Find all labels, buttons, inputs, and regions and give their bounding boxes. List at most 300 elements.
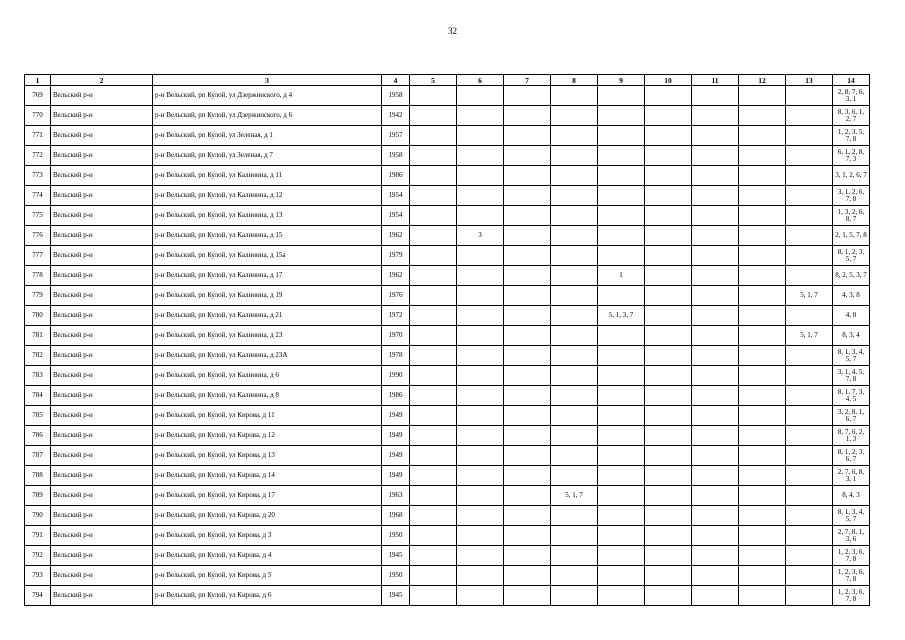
col-12-cell — [739, 466, 786, 486]
address-cell: р-н Вельский, рп Кулой, ул Калинина, д 23А — [153, 346, 382, 366]
col-14-cell: 8, 1, 7, 3, 4, 5 — [833, 386, 870, 406]
district-cell: Вельский р-н — [51, 466, 153, 486]
col-6-cell — [457, 506, 504, 526]
col-5-cell — [410, 206, 457, 226]
district-cell: Вельский р-н — [51, 206, 153, 226]
col-13-cell — [786, 306, 833, 326]
col-7-cell — [504, 246, 551, 266]
col-13-cell — [786, 546, 833, 566]
row-number-cell: 770 — [25, 106, 51, 126]
col-7-cell — [504, 366, 551, 386]
row-number-cell: 790 — [25, 506, 51, 526]
col-8-cell — [551, 226, 598, 246]
col-10-cell — [645, 386, 692, 406]
col-11-cell — [692, 506, 739, 526]
district-cell: Вельский р-н — [51, 426, 153, 446]
col-13-cell — [786, 466, 833, 486]
district-cell: Вельский р-н — [51, 246, 153, 266]
col-9-cell — [598, 466, 645, 486]
table-row — [25, 526, 870, 546]
address-cell: р-н Вельский, рп Кулой, ул Кирова, д 3 — [153, 526, 382, 546]
address-cell: р-н Вельский, рп Кулой, ул Дзержинского, д 6 — [153, 106, 382, 126]
col-8-cell — [551, 206, 598, 226]
col-7-cell — [504, 206, 551, 226]
col-7-cell — [504, 186, 551, 206]
col-10-cell — [645, 406, 692, 426]
col-14-cell: 8, 3, 6, 1, 2, 7 — [833, 106, 870, 126]
col-14-cell: 8, 1, 2, 3, 5, 7 — [833, 246, 870, 266]
col-8-cell — [551, 426, 598, 446]
col-6-cell — [457, 166, 504, 186]
district-cell: Вельский р-н — [51, 386, 153, 406]
col-8-cell — [551, 366, 598, 386]
col-11-cell — [692, 346, 739, 366]
year-cell: 1979 — [382, 246, 410, 266]
col-8-cell — [551, 146, 598, 166]
address-cell: р-н Вельский, рп Кулой, ул Кирова, д 17 — [153, 486, 382, 506]
col-9-cell — [598, 226, 645, 246]
row-number-cell: 788 — [25, 466, 51, 486]
col-11-cell — [692, 166, 739, 186]
col-10-cell — [645, 206, 692, 226]
col-13-cell — [786, 246, 833, 266]
col-5-cell — [410, 326, 457, 346]
col-12-cell — [739, 366, 786, 386]
col-8-cell — [551, 566, 598, 586]
col-10-cell — [645, 186, 692, 206]
col-9-cell — [598, 446, 645, 466]
year-cell: 1945 — [382, 586, 410, 606]
column-header-4: 4 — [382, 75, 410, 86]
col-12-cell — [739, 486, 786, 506]
col-7-cell — [504, 426, 551, 446]
district-cell: Вельский р-н — [51, 286, 153, 306]
col-6-cell — [457, 306, 504, 326]
col-13-cell — [786, 126, 833, 146]
col-10-cell — [645, 146, 692, 166]
col-10-cell — [645, 486, 692, 506]
col-7-cell — [504, 546, 551, 566]
col-11-cell — [692, 386, 739, 406]
address-cell: р-н Вельский, рп Кулой, ул Калинина, д 12 — [153, 186, 382, 206]
table-row — [25, 346, 870, 366]
col-10-cell — [645, 526, 692, 546]
col-12-cell — [739, 346, 786, 366]
table-row — [25, 106, 870, 126]
col-5-cell — [410, 106, 457, 126]
year-cell: 1958 — [382, 146, 410, 166]
row-number-cell: 784 — [25, 386, 51, 406]
col-12-cell — [739, 386, 786, 406]
row-number-cell: 792 — [25, 546, 51, 566]
year-cell: 1949 — [382, 466, 410, 486]
year-cell: 1972 — [382, 306, 410, 326]
col-14-cell: 1, 3, 2, 6, 8, 7 — [833, 206, 870, 226]
address-cell: р-н Вельский, рп Кулой, ул Калинина, д 19 — [153, 286, 382, 306]
table-row — [25, 426, 870, 446]
col-7-cell — [504, 346, 551, 366]
col-13-cell — [786, 586, 833, 606]
col-7-cell — [504, 286, 551, 306]
col-14-cell: 8, 1, 3, 4, 5, 7 — [833, 346, 870, 366]
table-header — [25, 75, 870, 86]
col-6-cell — [457, 446, 504, 466]
district-cell: Вельский р-н — [51, 186, 153, 206]
col-7-cell — [504, 586, 551, 606]
row-number-cell: 791 — [25, 526, 51, 546]
col-14-cell: 2, 8, 7, 6, 3, 1 — [833, 86, 870, 106]
address-cell: р-н Вельский, рп Кулой, ул Кирова, д 4 — [153, 546, 382, 566]
address-cell: р-н Вельский, рп Кулой, ул Зеленая, д 7 — [153, 146, 382, 166]
col-9-cell — [598, 506, 645, 526]
col-5-cell — [410, 226, 457, 246]
col-5-cell — [410, 266, 457, 286]
col-13-cell — [786, 226, 833, 246]
col-8-cell — [551, 326, 598, 346]
col-9-cell — [598, 406, 645, 426]
col-7-cell — [504, 226, 551, 246]
col-7-cell — [504, 446, 551, 466]
district-cell: Вельский р-н — [51, 226, 153, 246]
column-header-12: 12 — [739, 75, 786, 86]
col-5-cell — [410, 506, 457, 526]
address-cell: р-н Вельский, рп Кулой, ул Кирова, д 14 — [153, 466, 382, 486]
year-cell: 1949 — [382, 426, 410, 446]
district-cell: Вельский р-н — [51, 326, 153, 346]
col-6-cell — [457, 526, 504, 546]
col-8-cell — [551, 306, 598, 326]
col-11-cell — [692, 106, 739, 126]
page-number: 32 — [448, 26, 457, 36]
district-cell: Вельский р-н — [51, 586, 153, 606]
row-number-cell: 769 — [25, 86, 51, 106]
col-14-cell: 1, 2, 3, 6, 7, 8 — [833, 546, 870, 566]
col-13-cell — [786, 486, 833, 506]
col-6-cell — [457, 346, 504, 366]
column-header-7: 7 — [504, 75, 551, 86]
col-5-cell — [410, 286, 457, 306]
year-cell: 1945 — [382, 546, 410, 566]
table-row — [25, 326, 870, 346]
col-11-cell — [692, 426, 739, 446]
col-7-cell — [504, 106, 551, 126]
col-5-cell — [410, 406, 457, 426]
col-8-cell: 5, 1, 7 — [551, 486, 598, 506]
col-5-cell — [410, 586, 457, 606]
col-6-cell — [457, 286, 504, 306]
col-13-cell — [786, 86, 833, 106]
col-11-cell — [692, 246, 739, 266]
table-row — [25, 386, 870, 406]
col-8-cell — [551, 506, 598, 526]
row-number-cell: 775 — [25, 206, 51, 226]
year-cell: 1962 — [382, 266, 410, 286]
table-row — [25, 546, 870, 566]
table-row — [25, 286, 870, 306]
row-number-cell: 774 — [25, 186, 51, 206]
col-10-cell — [645, 586, 692, 606]
col-12-cell — [739, 426, 786, 446]
year-cell: 1963 — [382, 486, 410, 506]
table-row — [25, 126, 870, 146]
col-6-cell — [457, 106, 504, 126]
col-12-cell — [739, 226, 786, 246]
col-14-cell: 6, 1, 2, 8, 7, 3 — [833, 146, 870, 166]
col-12-cell — [739, 106, 786, 126]
col-14-cell: 3, 1, 2, 6, 7 — [833, 166, 870, 186]
col-6-cell — [457, 246, 504, 266]
table-row — [25, 566, 870, 586]
col-5-cell — [410, 166, 457, 186]
col-12-cell — [739, 406, 786, 426]
col-13-cell — [786, 346, 833, 366]
year-cell: 1949 — [382, 406, 410, 426]
address-cell: р-н Вельский, рп Кулой, ул Дзержинского, д 4 — [153, 86, 382, 106]
address-cell: р-н Вельский, рп Кулой, ул Калинина, д 6 — [153, 366, 382, 386]
year-cell: 1950 — [382, 566, 410, 586]
col-5-cell — [410, 346, 457, 366]
table-row — [25, 506, 870, 526]
col-7-cell — [504, 526, 551, 546]
col-6-cell — [457, 586, 504, 606]
row-number-cell: 779 — [25, 286, 51, 306]
year-cell: 1958 — [382, 86, 410, 106]
col-10-cell — [645, 506, 692, 526]
col-14-cell: 8, 7, 6, 2, 1, 3 — [833, 426, 870, 446]
col-10-cell — [645, 346, 692, 366]
col-11-cell — [692, 186, 739, 206]
row-number-cell: 773 — [25, 166, 51, 186]
address-cell: р-н Вельский, рп Кулой, ул Зеленая, д 1 — [153, 126, 382, 146]
column-header-3: 3 — [153, 75, 382, 86]
col-6-cell — [457, 266, 504, 286]
col-11-cell — [692, 206, 739, 226]
col-13-cell — [786, 166, 833, 186]
col-10-cell — [645, 546, 692, 566]
col-9-cell — [598, 126, 645, 146]
row-number-cell: 785 — [25, 406, 51, 426]
col-13-cell — [786, 106, 833, 126]
column-header-10: 10 — [645, 75, 692, 86]
col-9-cell — [598, 106, 645, 126]
col-6-cell: 3 — [457, 226, 504, 246]
col-6-cell — [457, 386, 504, 406]
col-12-cell — [739, 326, 786, 346]
col-9-cell — [598, 386, 645, 406]
col-5-cell — [410, 306, 457, 326]
address-cell: р-н Вельский, рп Кулой, ул Калинина, д 11 — [153, 166, 382, 186]
col-7-cell — [504, 146, 551, 166]
district-cell: Вельский р-н — [51, 106, 153, 126]
col-6-cell — [457, 426, 504, 446]
col-7-cell — [504, 466, 551, 486]
col-6-cell — [457, 566, 504, 586]
col-13-cell — [786, 566, 833, 586]
address-cell: р-н Вельский, рп Кулой, ул Калинина, д 23 — [153, 326, 382, 346]
col-7-cell — [504, 126, 551, 146]
col-10-cell — [645, 366, 692, 386]
col-14-cell: 8, 3, 4 — [833, 326, 870, 346]
table-row — [25, 366, 870, 386]
col-5-cell — [410, 426, 457, 446]
col-9-cell — [598, 206, 645, 226]
col-6-cell — [457, 186, 504, 206]
col-14-cell: 3, 1, 4, 5, 7, 8 — [833, 366, 870, 386]
col-14-cell: 3, 2, 8, 1, 6, 7 — [833, 406, 870, 426]
col-8-cell — [551, 406, 598, 426]
col-10-cell — [645, 286, 692, 306]
col-6-cell — [457, 546, 504, 566]
col-7-cell — [504, 406, 551, 426]
col-14-cell: 4, 8 — [833, 306, 870, 326]
col-14-cell: 1, 2, 3, 6, 7, 8 — [833, 586, 870, 606]
row-number-cell: 777 — [25, 246, 51, 266]
col-12-cell — [739, 566, 786, 586]
table-row — [25, 466, 870, 486]
district-cell: Вельский р-н — [51, 126, 153, 146]
address-cell: р-н Вельский, рп Кулой, ул Калинина, д 13 — [153, 206, 382, 226]
col-5-cell — [410, 526, 457, 546]
col-11-cell — [692, 366, 739, 386]
col-8-cell — [551, 546, 598, 566]
row-number-cell: 786 — [25, 426, 51, 446]
col-7-cell — [504, 86, 551, 106]
row-number-cell: 793 — [25, 566, 51, 586]
district-cell: Вельский р-н — [51, 366, 153, 386]
col-14-cell: 2, 7, 6, 8, 3, 1 — [833, 466, 870, 486]
year-cell: 1990 — [382, 366, 410, 386]
col-6-cell — [457, 466, 504, 486]
col-14-cell: 2, 1, 5, 7, 8 — [833, 226, 870, 246]
registry-table — [24, 74, 870, 606]
col-9-cell — [598, 586, 645, 606]
col-10-cell — [645, 446, 692, 466]
address-cell: р-н Вельский, рп Кулой, ул Кирова, д 11 — [153, 406, 382, 426]
col-10-cell — [645, 246, 692, 266]
col-5-cell — [410, 186, 457, 206]
address-cell: р-н Вельский, рп Кулой, ул Калинина, д 8 — [153, 386, 382, 406]
col-9-cell — [598, 566, 645, 586]
district-cell: Вельский р-н — [51, 406, 153, 426]
col-9-cell — [598, 166, 645, 186]
table-row — [25, 446, 870, 466]
col-7-cell — [504, 386, 551, 406]
column-header-2: 2 — [51, 75, 153, 86]
col-6-cell — [457, 206, 504, 226]
col-10-cell — [645, 306, 692, 326]
col-5-cell — [410, 246, 457, 266]
col-13-cell: 5, 1, 7 — [786, 326, 833, 346]
table-row — [25, 586, 870, 606]
col-6-cell — [457, 406, 504, 426]
address-cell: р-н Вельский, рп Кулой, ул Калинина, д 15а — [153, 246, 382, 266]
col-13-cell: 5, 1, 7 — [786, 286, 833, 306]
row-number-cell: 780 — [25, 306, 51, 326]
table-row — [25, 146, 870, 166]
col-8-cell — [551, 286, 598, 306]
col-10-cell — [645, 106, 692, 126]
col-12-cell — [739, 166, 786, 186]
year-cell: 1962 — [382, 226, 410, 246]
col-8-cell — [551, 186, 598, 206]
col-6-cell — [457, 326, 504, 346]
col-9-cell — [598, 546, 645, 566]
address-cell: р-н Вельский, рп Кулой, ул Кирова, д 12 — [153, 426, 382, 446]
col-8-cell — [551, 266, 598, 286]
district-cell: Вельский р-н — [51, 546, 153, 566]
col-8-cell — [551, 346, 598, 366]
col-8-cell — [551, 246, 598, 266]
col-11-cell — [692, 586, 739, 606]
col-10-cell — [645, 126, 692, 146]
year-cell: 1949 — [382, 446, 410, 466]
col-10-cell — [645, 426, 692, 446]
col-14-cell: 4, 3, 8 — [833, 286, 870, 306]
col-11-cell — [692, 566, 739, 586]
district-cell: Вельский р-н — [51, 566, 153, 586]
table-body — [25, 86, 870, 606]
col-11-cell — [692, 446, 739, 466]
year-cell: 1968 — [382, 506, 410, 526]
district-cell: Вельский р-н — [51, 486, 153, 506]
col-6-cell — [457, 146, 504, 166]
table-row — [25, 206, 870, 226]
district-cell: Вельский р-н — [51, 446, 153, 466]
col-10-cell — [645, 266, 692, 286]
col-6-cell — [457, 486, 504, 506]
col-6-cell — [457, 126, 504, 146]
col-11-cell — [692, 306, 739, 326]
col-9-cell: 5, 1, 3, 7 — [598, 306, 645, 326]
district-cell: Вельский р-н — [51, 266, 153, 286]
table-row — [25, 306, 870, 326]
district-cell: Вельский р-н — [51, 506, 153, 526]
row-number-cell: 782 — [25, 346, 51, 366]
col-14-cell: 8, 1, 3, 4, 5, 7 — [833, 506, 870, 526]
year-cell: 1954 — [382, 186, 410, 206]
year-cell: 1942 — [382, 106, 410, 126]
col-11-cell — [692, 466, 739, 486]
col-7-cell — [504, 486, 551, 506]
address-cell: р-н Вельский, рп Кулой, ул Кирова, д 6 — [153, 586, 382, 606]
col-14-cell: 1, 2, 3, 6, 7, 8 — [833, 566, 870, 586]
column-header-5: 5 — [410, 75, 457, 86]
col-9-cell — [598, 526, 645, 546]
col-12-cell — [739, 286, 786, 306]
col-12-cell — [739, 246, 786, 266]
column-header-13: 13 — [786, 75, 833, 86]
year-cell: 1970 — [382, 326, 410, 346]
col-11-cell — [692, 326, 739, 346]
col-7-cell — [504, 306, 551, 326]
address-cell: р-н Вельский, рп Кулой, ул Кирова, д 13 — [153, 446, 382, 466]
col-11-cell — [692, 86, 739, 106]
row-number-cell: 781 — [25, 326, 51, 346]
col-10-cell — [645, 326, 692, 346]
year-cell: 1986 — [382, 166, 410, 186]
row-number-cell: 771 — [25, 126, 51, 146]
table-row — [25, 266, 870, 286]
col-12-cell — [739, 266, 786, 286]
col-12-cell — [739, 526, 786, 546]
col-11-cell — [692, 126, 739, 146]
col-8-cell — [551, 526, 598, 546]
col-9-cell — [598, 346, 645, 366]
col-14-cell: 8, 4, 3 — [833, 486, 870, 506]
col-13-cell — [786, 146, 833, 166]
col-12-cell — [739, 186, 786, 206]
col-12-cell — [739, 546, 786, 566]
